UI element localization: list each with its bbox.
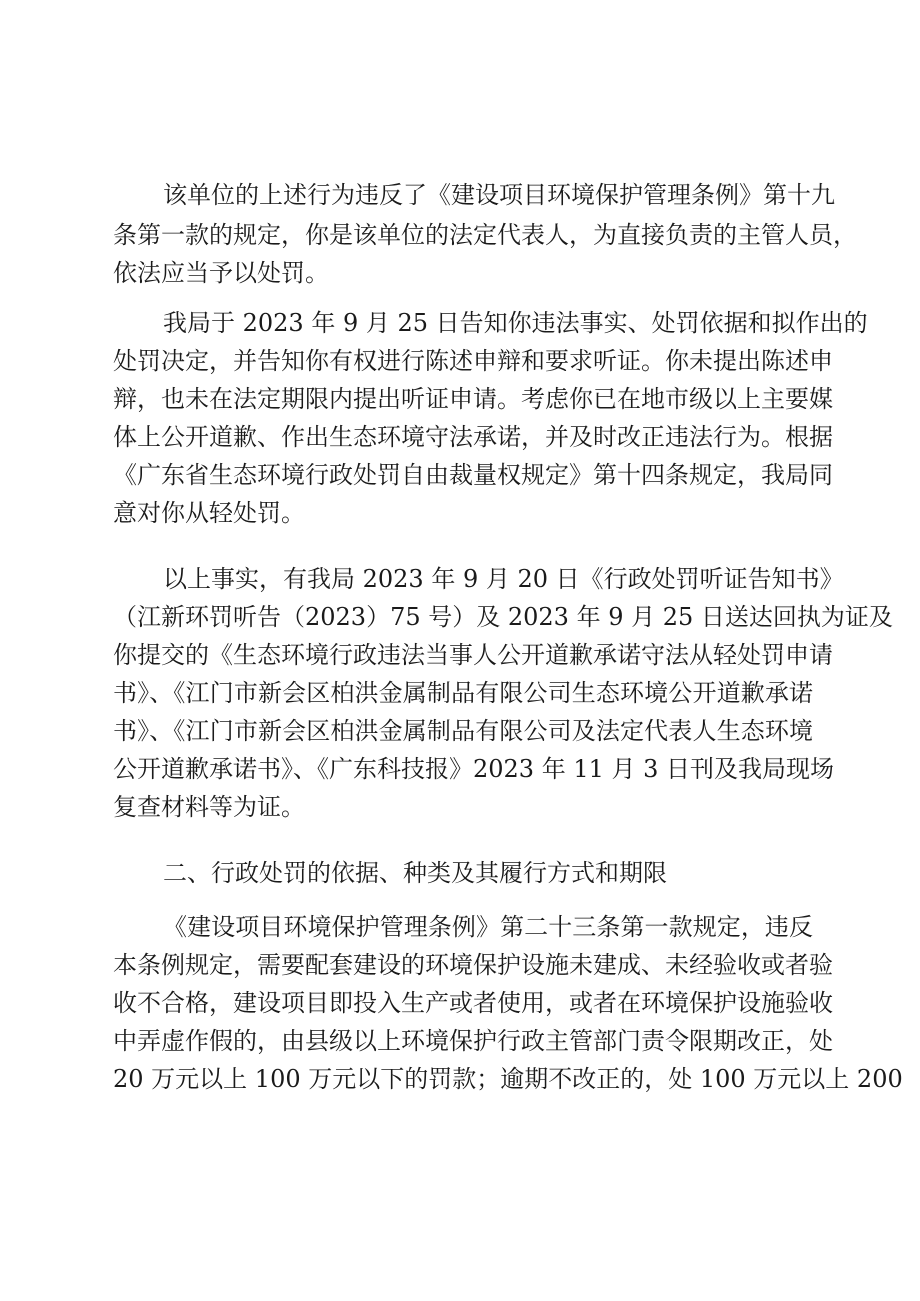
paragraph-3-line-7: 复查材料等为证。 <box>113 793 305 821</box>
paragraph-3-line-4: 书》、《江门市新会区柏洪金属制品有限公司生态环境公开道歉承诺 <box>113 679 813 707</box>
paragraph-2-line-6: 意对你从轻处罚。 <box>113 499 305 527</box>
paragraph-1-line-1: 该单位的上述行为违反了《建设项目环境保护管理条例》第十九 <box>163 181 835 209</box>
paragraph-1-line-2: 条第一款的规定，你是该单位的法定代表人，为直接负责的主管人员， <box>113 221 857 249</box>
paragraph-3-line-3: 你提交的《生态环境行政违法当事人公开道歉承诺守法从轻处罚申请 <box>113 641 833 669</box>
paragraph-2-line-4: 体上公开道歉、作出生态环境守法承诺，并及时改正违法行为。根据 <box>113 423 833 451</box>
paragraph-1-line-3: 依法应当予以处罚。 <box>113 259 329 287</box>
paragraph-4-line-3: 收不合格，建设项目即投入生产或者使用，或者在环境保护设施验收 <box>113 989 833 1017</box>
paragraph-2-line-1: 我局于 2023 年 9 月 25 日告知你违法事实、处罚依据和拟作出的 <box>163 309 868 337</box>
paragraph-4-line-2: 本条例规定，需要配套建设的环境保护设施未建成、未经验收或者验 <box>113 951 833 979</box>
paragraph-3-line-2: （江新环罚听告（2023）75 号）及 2023 年 9 月 25 日送达回执为证及 <box>113 603 893 631</box>
paragraph-2-line-3: 辩，也未在法定期限内提出听证申请。考虑你已在地市级以上主要媒 <box>113 385 833 413</box>
paragraph-4-line-5: 20 万元以上 100 万元以下的罚款；逾期不改正的，处 100 万元以上 200 <box>113 1065 903 1093</box>
paragraph-4-line-1: 《建设项目环境保护管理条例》第二十三条第一款规定，违反 <box>163 913 813 941</box>
paragraph-3-line-5: 书》、《江门市新会区柏洪金属制品有限公司及法定代表人生态环境 <box>113 717 813 745</box>
section-heading: 二、行政处罚的依据、种类及其履行方式和期限 <box>163 859 667 887</box>
paragraph-3-line-1: 以上事实，有我局 2023 年 9 月 20 日《行政处罚听证告知书》 <box>163 565 844 593</box>
paragraph-2-line-2: 处罚决定，并告知你有权进行陈述申辩和要求听证。你未提出陈述申 <box>113 347 833 375</box>
paragraph-4-line-4: 中弄虚作假的，由县级以上环境保护行政主管部门责令限期改正，处 <box>113 1027 833 1055</box>
paragraph-3-line-6: 公开道歉承诺书》、《广东科技报》2023 年 11 月 3 日刊及我局现场 <box>113 755 835 783</box>
paragraph-2-line-5: 《广东省生态环境行政处罚自由裁量权规定》第十四条规定，我局同 <box>113 461 833 489</box>
